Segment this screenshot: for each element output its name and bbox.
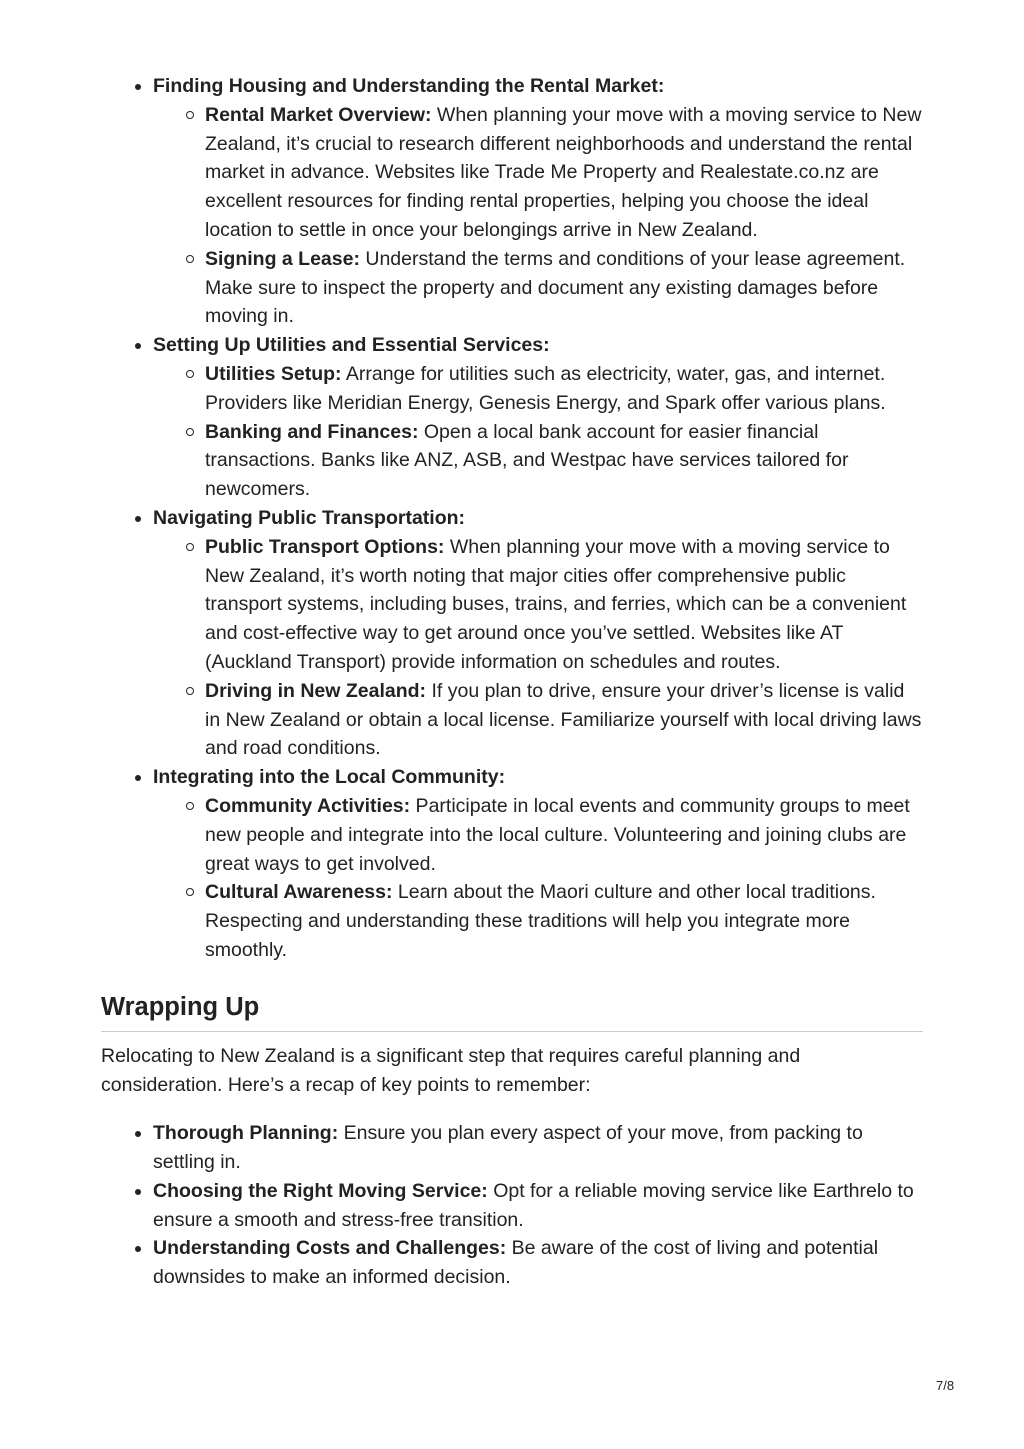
- circle-bullet-icon: [186, 111, 194, 119]
- intro-paragraph: Relocating to New Zealand is a significant step that requires careful planning and consideration. Here’s a recap of key points to remember:: [101, 1044, 801, 1096]
- section-title: Integrating into the Local Community:: [153, 766, 506, 789]
- disc-bullet-icon: [135, 1189, 141, 1195]
- list-item: [153, 677, 923, 763]
- list-item: [153, 418, 923, 504]
- section-title: Navigating Public Transportation:: [153, 506, 466, 529]
- list-item: [153, 878, 923, 964]
- list-item: [101, 1177, 923, 1235]
- item-label: Cultural Awareness:: [205, 881, 393, 904]
- list-item: [101, 1234, 923, 1292]
- subitem-list: [153, 792, 923, 965]
- list-item: [153, 101, 923, 245]
- subitem-list: [153, 101, 923, 331]
- item-text: When planning your move with a moving service to New Zealand, it’s crucial to research different neighborhoods and understand the rental market in advance. Websites like Trade Me Property and Realestate.co.nz are excellent resources for finding rental properties, helping you choose the ideal location to settle in once your belongings arrive in New Zealand.: [205, 103, 922, 241]
- disc-bullet-icon: [135, 343, 141, 349]
- section-transportation: [101, 504, 923, 763]
- circle-bullet-icon: [186, 543, 194, 551]
- page-number: 7/8: [936, 1378, 955, 1393]
- circle-bullet-icon: [186, 888, 194, 896]
- item-text: Understand the terms and conditions of your lease agreement. Make sure to inspect the property and document any existing damages before moving in.: [205, 247, 906, 328]
- circle-bullet-icon: [186, 370, 194, 378]
- item-text: Arrange for utilities such as electricity, water, gas, and internet. Providers like Meridian Energy, Genesis Energy, and Spark offer various plans.: [205, 362, 886, 414]
- section-heading: Wrapping Up: [101, 991, 923, 1032]
- item-label: Thorough Planning:: [153, 1122, 339, 1145]
- item-text: When planning your move with a moving service to New Zealand, it’s worth noting that major cities offer comprehensive public transport systems, including buses, trains, and ferries, which can be a convenient and cost-effective way to get around once you’ve settled. Websites like AT (Auckland Transport) provide information on schedules and routes.: [205, 535, 907, 673]
- item-text: If you plan to drive, ensure your driver’s license is valid in New Zealand or obtain a local license. Familiarize yourself with local driving laws and road conditions.: [205, 679, 922, 760]
- item-label: Signing a Lease:: [205, 247, 360, 270]
- item-text: Be aware of the cost of living and potential downsides to make an informed decision.: [153, 1237, 879, 1289]
- item-text: Learn about the Maori culture and other local traditions. Respecting and understanding these traditions will help you integrate more smoothly.: [205, 881, 876, 961]
- item-text: Ensure you plan every aspect of your move, from packing to settling in.: [153, 1122, 863, 1174]
- item-label: Community Activities:: [205, 794, 411, 817]
- item-label: Public Transport Options:: [205, 535, 445, 558]
- item-label: Choosing the Right Moving Service:: [153, 1179, 488, 1202]
- section-housing: [101, 72, 923, 331]
- list-item: [153, 360, 923, 418]
- list-item: [153, 245, 923, 331]
- item-label: Utilities Setup:: [205, 362, 342, 385]
- circle-bullet-icon: [186, 255, 194, 263]
- circle-bullet-icon: [186, 802, 194, 810]
- section-title: Finding Housing and Understanding the Rental Market:: [153, 75, 665, 97]
- item-label: Understanding Costs and Challenges:: [153, 1237, 507, 1260]
- list-item: [153, 533, 923, 677]
- item-label: Banking and Finances:: [205, 420, 419, 443]
- circle-bullet-icon: [186, 428, 194, 436]
- disc-bullet-icon: [135, 1246, 141, 1252]
- disc-bullet-icon: [135, 775, 141, 781]
- circle-bullet-icon: [186, 687, 194, 695]
- subitem-list: [153, 533, 923, 763]
- section-community: [101, 763, 923, 965]
- section-title: Setting Up Utilities and Essential Services:: [153, 334, 550, 357]
- list-item: [101, 1119, 923, 1177]
- disc-bullet-icon: [135, 84, 141, 90]
- recap-list: [101, 1119, 923, 1292]
- section-utilities: [101, 331, 923, 504]
- subitem-list: [153, 360, 923, 504]
- disc-bullet-icon: [135, 1131, 141, 1137]
- item-label: Rental Market Overview:: [205, 103, 432, 126]
- disc-bullet-icon: [135, 516, 141, 522]
- item-text: Participate in local events and community groups to meet new people and integrate into the local culture. Volunteering and joining clubs are great ways to get involved.: [205, 794, 910, 875]
- item-label: Driving in New Zealand:: [205, 679, 427, 702]
- list-item: [153, 792, 923, 878]
- section-list: [101, 72, 923, 965]
- document-page: [101, 72, 923, 1292]
- item-text: Opt for a reliable moving service like Earthrelo to ensure a smooth and stress-free transition.: [153, 1179, 914, 1231]
- item-text: Open a local bank account for easier financial transactions. Banks like ANZ, ASB, and Westpac have services tailored for newcomers.: [205, 420, 849, 501]
- wrapping-up-section: [101, 991, 923, 1292]
